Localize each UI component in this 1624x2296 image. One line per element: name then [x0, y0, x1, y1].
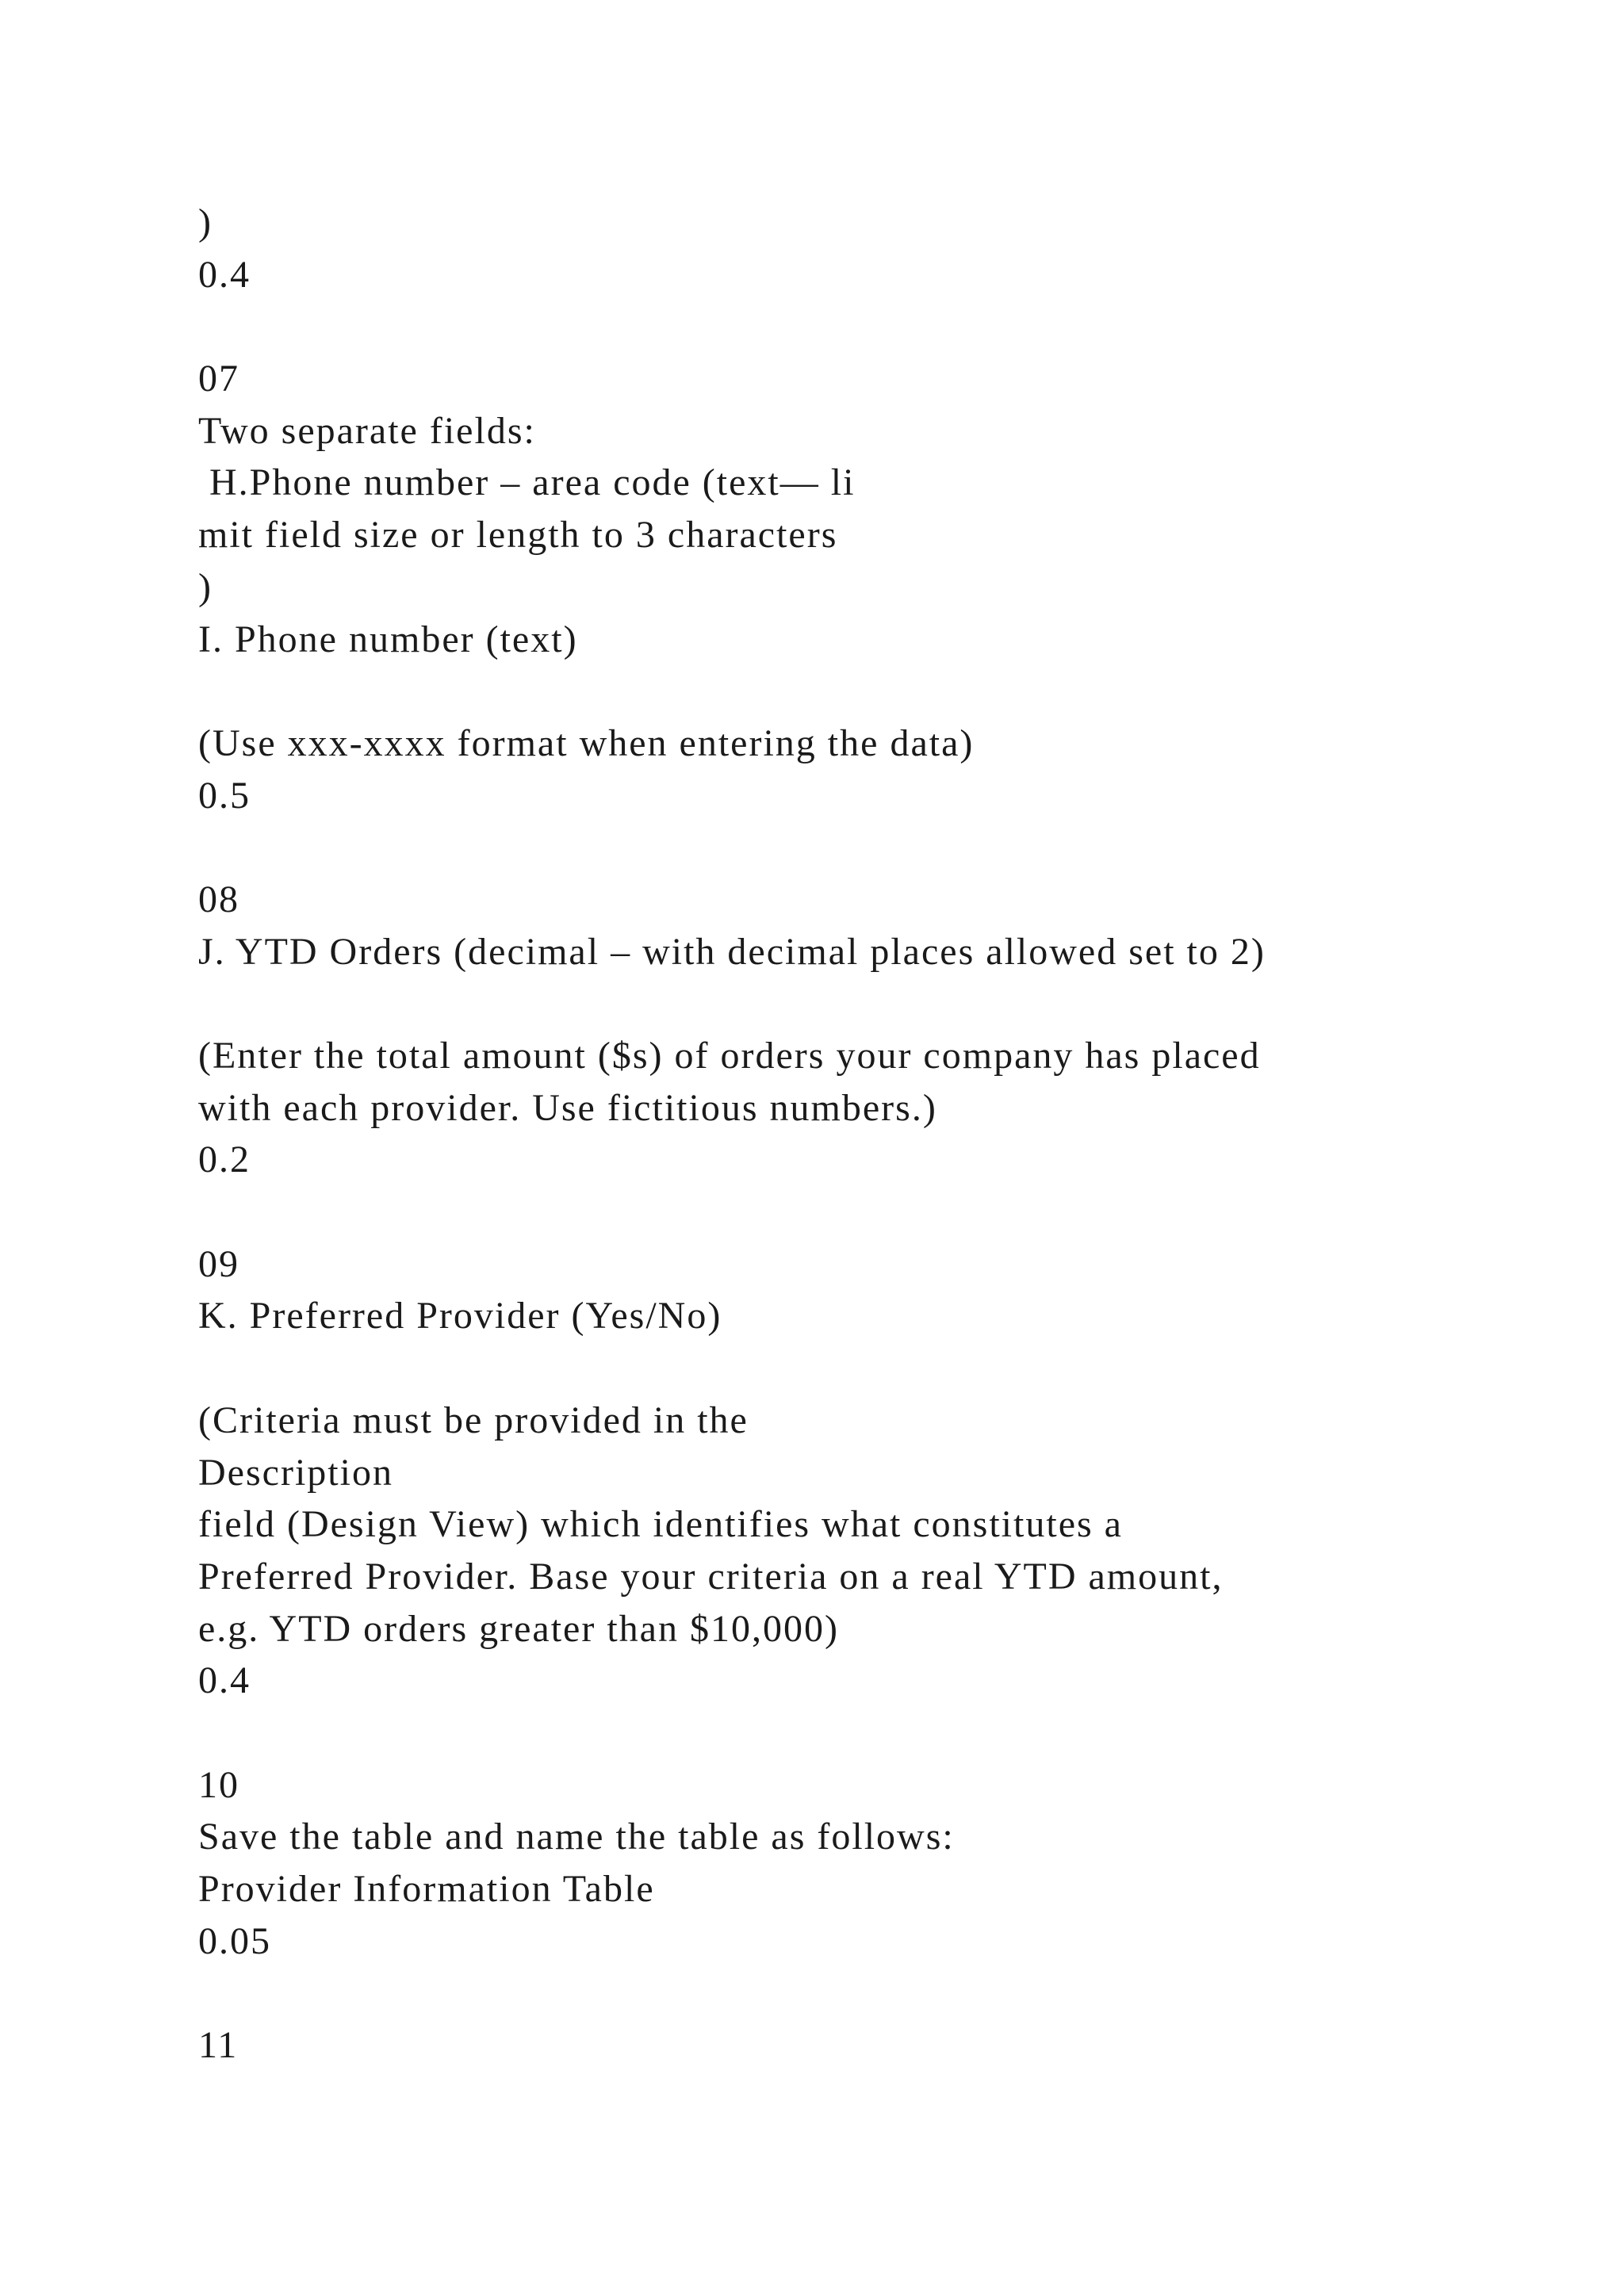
text-line: (Criteria must be provided in the [198, 1399, 749, 1441]
text-line: mit field size or length to 3 characters [198, 514, 838, 557]
text-line: Provider Information Table [198, 1868, 655, 1910]
step-number: 10 [198, 1763, 239, 1806]
text-line: (Enter the total amount ($s) of orders your company has placed [198, 1035, 1261, 1077]
blank-line [198, 665, 1546, 718]
step-number: 08 [198, 878, 239, 920]
points-value: 0.2 [198, 1138, 251, 1181]
text-line: ) [198, 201, 213, 243]
points-value: 0.4 [198, 1659, 251, 1702]
blank-line [198, 1707, 1546, 1759]
text-line: Two separate fields: [198, 409, 536, 452]
blank-line [198, 300, 1546, 353]
text-line: 0.4 [198, 253, 251, 296]
points-value: 0.05 [198, 1919, 271, 1962]
step-number: 11 [198, 2024, 239, 2067]
text-line: H.Phone number – area code (text— li [198, 461, 856, 504]
blank-line [198, 1342, 1546, 1395]
blank-line [198, 978, 1546, 1030]
text-line: I. Phone number (text) [198, 618, 578, 660]
text-line: ) [198, 565, 213, 608]
text-line: with each provider. Use fictitious numbers.) [198, 1086, 937, 1129]
step-number: 09 [198, 1242, 239, 1285]
text-line: Save the table and name the table as follows: [198, 1816, 955, 1858]
text-line: e.g. YTD orders greater than $10,000) [198, 1607, 839, 1650]
text-line: J. YTD Orders (decimal – with decimal places allowed set to 2) [198, 930, 1266, 973]
text-line: Description [198, 1451, 393, 1494]
points-value: 0.5 [198, 774, 251, 817]
text-line: Preferred Provider. Base your criteria on a real YTD amount, [198, 1555, 1224, 1598]
blank-line [198, 1967, 1546, 2019]
blank-line [198, 1186, 1546, 1238]
blank-line [198, 821, 1546, 874]
text-line: field (Design View) which identifies what constitutes a [198, 1503, 1123, 1546]
text-line: K. Preferred Provider (Yes/No) [198, 1295, 722, 1337]
document-body [198, 197, 1546, 2072]
step-number: 07 [198, 358, 239, 400]
text-line: (Use xxx-xxxx format when entering the data) [198, 721, 975, 764]
